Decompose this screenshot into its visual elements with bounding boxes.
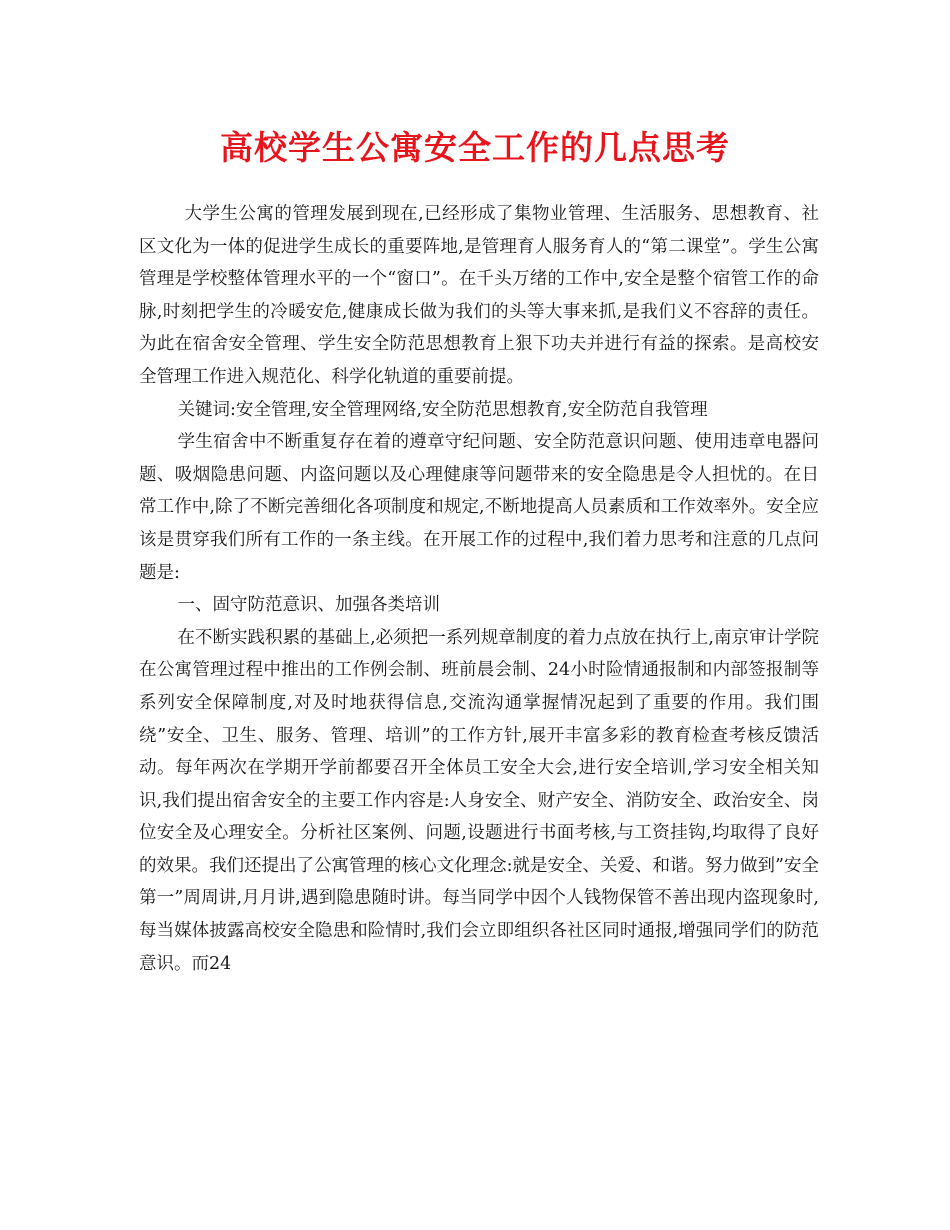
paragraph-keywords: 关键词:安全管理,安全管理网络,安全防范思想教育,安全防范自我管理 xyxy=(177,399,708,420)
paragraph-problems: 学生宿舍中不断重复存在着的遵章守纪问题、安全防范意识问题、使用违章电器问题、吸烟隐患问题、内盗问题以及心理健康等问题带来的安全隐患是令人担忧的。在日常工作中,除了不断完善细化各项制度和规定,不断地提高人员素质和工作效率外。安全应该是贯穿我们所有工作的一条主线。在开展工作的过程中,我们着力思考和注意的几点问题是: xyxy=(139,432,819,583)
paragraph-intro: 大学生公寓的管理发展到现在,已经形成了集物业管理、生活服务、思想教育、社区文化为一体的促进学生成长的重要阵地,是管理育人服务育人的“第二课堂”。学生公寓管理是学校整体管理水平的一个“窗口”。在千头万绪的工作中,安全是整个宿管工作的命脉,时刻把学生的冷暖安危,健康成长做为我们的头等大事来抓,是我们义不容辞的责任。为此在宿舍安全管理、学生安全防范思想教育上狠下功夫并进行有益的探索。是高校安全管理工作进入规范化、科学化轨道的重要前提。 xyxy=(139,204,819,387)
document-body xyxy=(139,198,819,980)
document-title: 高校学生公寓安全工作的几点思考 xyxy=(220,128,730,167)
section-heading-1: 一、固守防范意识、加强各类培训 xyxy=(177,595,440,616)
paragraph-section-1: 在不断实践积累的基础上,必须把一系列规章制度的着力点放在执行上,南京审计学院在公寓管理过程中推出的工作例会制、班前晨会制、24小时险情通报制和内部签报制等系列安全保障制度,对及时地获得信息,交流沟通掌握情况起到了重要的作用。我们围绕”安全、卫生、服务、管理、培训”的工作方针,展开丰富多彩的教育检查考核反馈活动。每年两次在学期开学前都要召开全体员工安全大会,进行安全培训,学习安全相关知识,我们提出宿舍安全的主要工作内容是:人身安全、财产安全、消防安全、政治安全、岗位安全及心理安全。分析社区案例、问题,设题进行书面考核,与工资挂钩,均取得了良好的效果。我们还提出了公寓管理的核心文化理念:就是安全、关爱、和谐。努力做到”安全第一”周周讲,月月讲,遇到隐患随时讲。每当同学中因个人钱物保管不善出现内盗现象时,每当媒体披露高校安全隐患和险情时,我们会立即组织各社区同时通报,增强同学们的防范意识。而24 xyxy=(139,627,819,974)
